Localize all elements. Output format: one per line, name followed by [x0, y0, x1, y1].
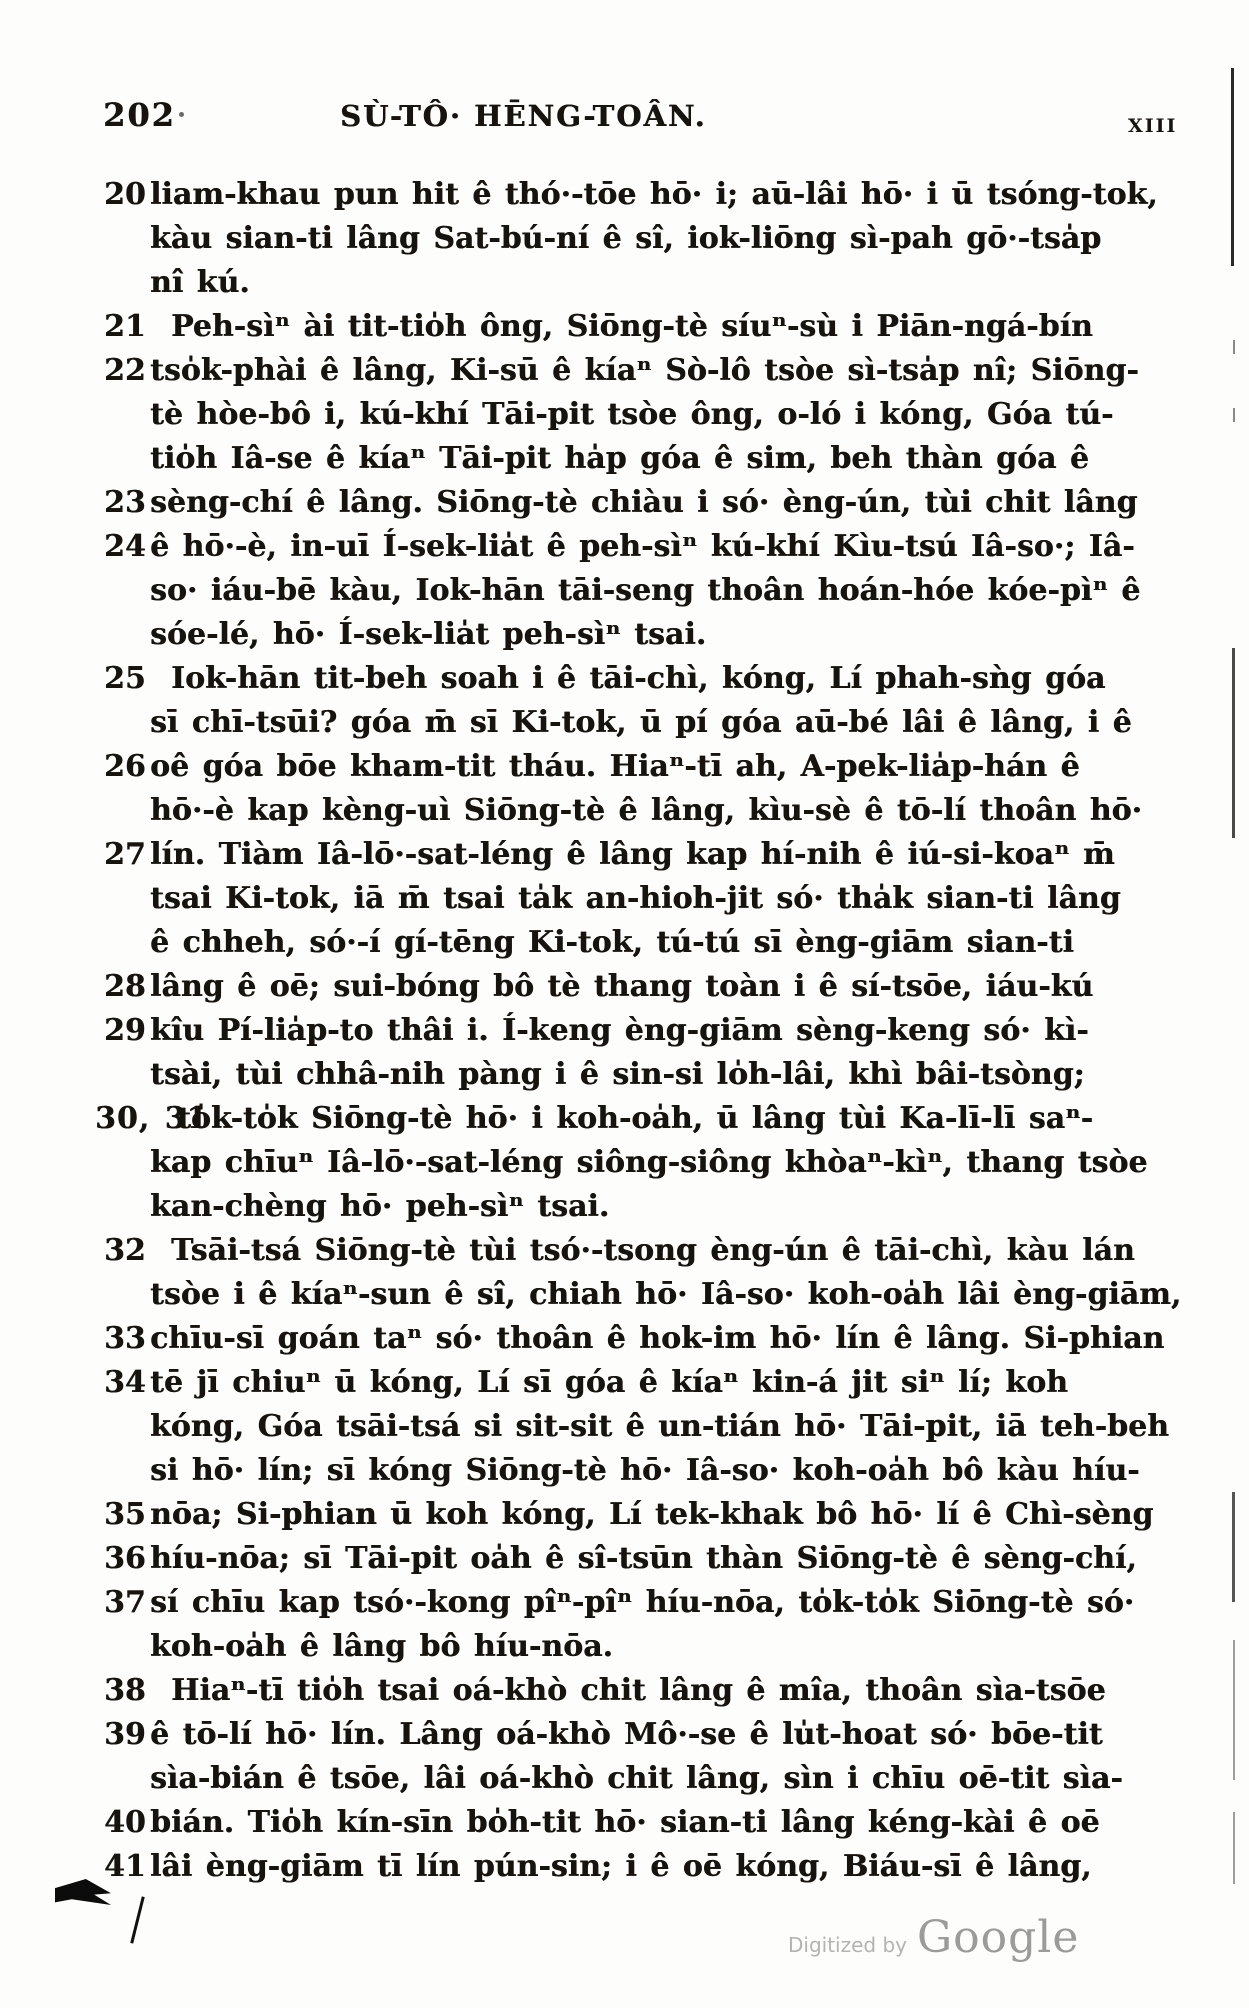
google-logo: Google [917, 1912, 1080, 1963]
verse-number: 36 [104, 1541, 146, 1576]
verse-line [0, 1845, 1249, 1889]
verse-line [0, 877, 1249, 921]
verse-line-text: sèng-chí ê lâng. Siōng-tè chiàu i só· èng-ún, tùi chit lâng [150, 485, 1138, 520]
verse-number: 40 [104, 1805, 146, 1840]
verse-line [0, 965, 1249, 1009]
verse-line-text: Peh-sìⁿ ài tit-tio̍h ông, Siōng-tè síuⁿ-sù i Piān-ngá-bín [171, 309, 1093, 344]
verse-line [0, 657, 1249, 701]
verse-line [0, 1009, 1249, 1053]
verse-line [0, 349, 1249, 393]
verse-line [0, 1053, 1249, 1097]
margin-line-artifact [1233, 1640, 1235, 1780]
verse-line [0, 217, 1249, 261]
verse-number: 25 [104, 661, 146, 696]
verse-line [0, 1361, 1249, 1405]
verse-line-text: ê tō-lí hō· lín. Lâng oá-khò Mô·-se ê lu̍t-hoat só· bōe-tit [150, 1717, 1103, 1752]
verse-line-text: tsài, tùi chhâ-nih pàng i ê sin-si lo̍h-lâi, khì bâi-tsòng; [150, 1057, 1085, 1092]
verse-line-text: kap chīuⁿ Iâ-lō·-sat-léng siông-siông khòaⁿ-kìⁿ, thang tsòe [150, 1145, 1148, 1180]
verse-line-text: sī chī-tsūi? góa m̄ sī Ki-tok, ū pí góa aū-bé lâi ê lâng, i ê [150, 705, 1132, 740]
verse-line [0, 261, 1249, 305]
verse-number: 23 [104, 485, 146, 520]
verse-line-text: sóe-lé, hō· Í-sek-lia̍t peh-sìⁿ tsai. [150, 617, 707, 652]
verse-line [0, 701, 1249, 745]
verse-line [0, 745, 1249, 789]
verse-line-text: bián. Tio̍h kín-sīn bo̍h-tit hō· sian-ti lâng kéng-kài ê oē [150, 1805, 1100, 1840]
margin-line-artifact [1232, 1492, 1235, 1602]
verse-number: 37 [104, 1585, 146, 1620]
verse-line [0, 1141, 1249, 1185]
verse-line-text: Tsāi-tsá Siōng-tè tùi tsó·-tsong èng-ún ê tāi-chì, kàu lán [171, 1233, 1135, 1268]
verse-line-text: so· iáu-bē kàu, Iok-hān tāi-seng thoân hoán-hóe kóe-pìⁿ ê [150, 573, 1141, 608]
verse-number: 30, 31 [95, 1101, 209, 1136]
verse-line [0, 1537, 1249, 1581]
verse-number: 29 [104, 1013, 146, 1048]
verse-line-text: si hō· lín; sī kóng Siōng-tè hō· Iâ-so· koh-oa̍h bô kàu híu- [150, 1453, 1140, 1488]
verse-line-text: kóng, Góa tsāi-tsá si sit-sit ê un-tián hō· Tāi-pit, iā teh-beh [150, 1409, 1169, 1444]
verse-line-text: nōa; Si-phian ū koh kóng, Lí tek-khak bô hō· lí ê Chì-sèng [150, 1497, 1154, 1532]
verse-line-text: kàu sian-ti lâng Sat-bú-ní ê sî, iok-liōng sì-pah gō·-tsa̍p [150, 221, 1102, 256]
verse-line [0, 1669, 1249, 1713]
verse-number: 24 [104, 529, 146, 564]
verse-number: 33 [104, 1321, 146, 1356]
verse-line [0, 173, 1249, 217]
verse-line [0, 1713, 1249, 1757]
verse-line-text: sí chīu kap tsó·-kong pîⁿ-pîⁿ híu-nōa, to̍k-to̍k Siōng-tè só· [150, 1585, 1135, 1620]
verse-line [0, 1317, 1249, 1361]
verse-line-text: oê góa bōe kham-tit tháu. Hiaⁿ-tī ah, A-pek-lia̍p-hán ê [150, 749, 1080, 784]
verse-line [0, 921, 1249, 965]
verse-line [0, 1229, 1249, 1273]
verse-line-text: lâi èng-giām tī lín pún-sin; i ê oē kóng, Biáu-sī ê lâng, [150, 1849, 1092, 1884]
verse-line [0, 305, 1249, 349]
verse-line [0, 1097, 1249, 1141]
verse-line [0, 789, 1249, 833]
watermark [788, 1912, 1079, 1963]
watermark-prefix: Digitized by [788, 1933, 907, 1957]
verse-line-text: Iok-hān tit-beh soah i ê tāi-chì, kóng, Lí phah-sǹg góa [171, 661, 1106, 696]
verse-number: 27 [104, 837, 146, 872]
verse-line [0, 393, 1249, 437]
verse-line [0, 833, 1249, 877]
margin-line-artifact [1233, 340, 1235, 354]
verse-line [0, 1801, 1249, 1845]
verse-number: 20 [104, 177, 146, 212]
verse-number: 32 [104, 1233, 146, 1268]
verse-line-text: ê chheh, só·-í gí-tēng Ki-tok, tú-tú sī èng-giām sian-ti [150, 925, 1074, 960]
verse-line [0, 1625, 1249, 1669]
verse-number: 26 [104, 749, 146, 784]
verse-line-text: lín. Tiàm Iâ-lō·-sat-léng ê lâng kap hí-nih ê iú-si-koaⁿ m̄ [150, 837, 1115, 872]
chapter-numeral: XIII [1128, 115, 1178, 137]
verse-line-text: sìa-bián ê tsōe, lâi oá-khò chit lâng, sìn i chīu oē-tit sìa- [150, 1761, 1123, 1796]
verse-line-text: tē jī chiuⁿ ū kóng, Lí sī góa ê kíaⁿ kin-á jit siⁿ lí; koh [150, 1365, 1068, 1400]
verse-line [0, 1405, 1249, 1449]
verse-line [0, 437, 1249, 481]
verse-line [0, 1757, 1249, 1801]
verse-line [0, 1581, 1249, 1625]
verse-line-text: kan-chèng hō· peh-sìⁿ tsai. [150, 1189, 610, 1224]
verse-number: 38 [104, 1673, 146, 1708]
page-number: 202 [103, 96, 176, 134]
verse-number: 22 [104, 353, 146, 388]
verse-line-text: tsai Ki-tok, iā m̄ tsai ta̍k an-hioh-jit só· tha̍k sian-ti lâng [150, 881, 1121, 916]
verse-line-text: kîu Pí-lia̍p-to thâi i. Í-keng èng-giām sèng-keng só· kì- [150, 1013, 1089, 1048]
verse-line [0, 569, 1249, 613]
page-title: SÙ-TÔ· HĒNG-TOÂN. [340, 99, 707, 133]
verse-line [0, 525, 1249, 569]
ink-speck-artifact [179, 112, 184, 117]
verse-line [0, 1185, 1249, 1229]
verse-line-text: nî kú. [150, 265, 250, 300]
verse-line-text: to̍k-to̍k Siōng-tè hō· i koh-oa̍h, ū lâng tùi Ka-lī-lī saⁿ- [177, 1101, 1094, 1136]
verse-line [0, 1493, 1249, 1537]
verse-number: 41 [104, 1849, 146, 1884]
verse-number: 35 [104, 1497, 146, 1532]
verse-line-text: chīu-sī goán taⁿ só· thoân ê hok-im hō· lín ê lâng. Si-phian [150, 1321, 1165, 1356]
verse-line [0, 481, 1249, 525]
verse-line [0, 613, 1249, 657]
ink-blot-tail-artifact [130, 1896, 145, 1943]
verse-line [0, 1273, 1249, 1317]
verse-line-text: tè hòe-bô i, kú-khí Tāi-pit tsòe ông, o-ló i kóng, Góa tú- [150, 397, 1114, 432]
verse-number: 39 [104, 1717, 146, 1752]
verse-line-text: tio̍h Iâ-se ê kíaⁿ Tāi-pit ha̍p góa ê sim, beh thàn góa ê [150, 441, 1089, 476]
verse-line-text: tsòe i ê kíaⁿ-sun ê sî, chiah hō· Iâ-so· koh-oa̍h lâi èng-giām, [150, 1277, 1182, 1312]
verse-line-text: lâng ê oē; sui-bóng bô tè thang toàn i ê sí-tsōe, iáu-kú [150, 969, 1094, 1004]
margin-line-artifact [1232, 648, 1235, 838]
verse-line-text: ê hō·-è, in-uī Í-sek-lia̍t ê peh-sìⁿ kú-khí Kìu-tsú Iâ-so·; Iâ- [150, 529, 1135, 564]
margin-line-artifact [1233, 408, 1235, 422]
verse-line-text: Hiaⁿ-tī tio̍h tsai oá-khò chit lâng ê mîa, thoân sìa-tsōe [171, 1673, 1106, 1708]
verse-line-text: híu-nōa; sī Tāi-pit oa̍h ê sî-tsūn thàn Siōng-tè ê sèng-chí, [150, 1541, 1137, 1576]
margin-line-artifact [1231, 68, 1234, 266]
margin-line-artifact [1233, 1812, 1235, 1884]
verse-line-text: liam-khau pun hit ê thó·-tōe hō· i; aū-lâi hō· i ū tsóng-tok, [150, 177, 1158, 212]
verse-line [0, 1449, 1249, 1493]
verse-line-text: koh-oa̍h ê lâng bô híu-nōa. [150, 1629, 613, 1664]
verse-number: 21 [104, 309, 146, 344]
verse-line-text: tso̍k-phài ê lâng, Ki-sū ê kíaⁿ Sò-lô tsòe sì-tsa̍p nî; Siōng- [150, 353, 1139, 388]
verse-number: 28 [104, 969, 146, 1004]
verse-line-text: hō·-è kap kèng-uì Siōng-tè ê lâng, kìu-sè ê tō-lí thoân hō· [150, 793, 1142, 828]
verse-number: 34 [104, 1365, 146, 1400]
